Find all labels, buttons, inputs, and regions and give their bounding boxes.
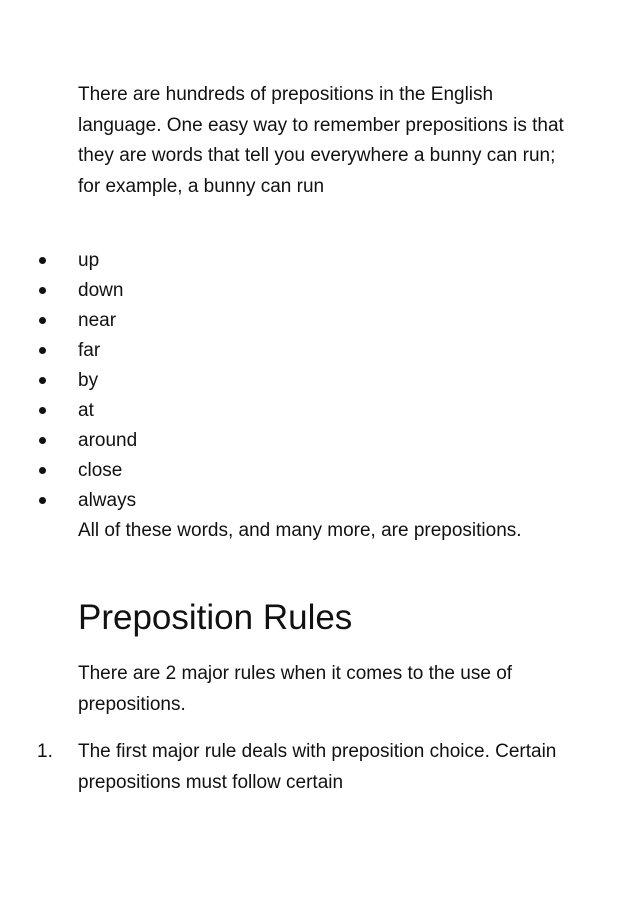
list-item-text: down — [78, 280, 124, 301]
list-item-text: around — [78, 430, 138, 451]
list-item-text: by — [78, 370, 99, 391]
list-number: 1. — [37, 741, 53, 762]
after-list-paragraph: All of these words, and many more, are prepositions. — [78, 520, 522, 541]
bullet-icon — [39, 407, 46, 414]
list-item-text: far — [78, 340, 101, 361]
rules-intro-paragraph: There are 2 major rules when it comes to the use of prepositions. — [78, 663, 513, 715]
list-item-text: at — [78, 400, 94, 421]
bullet-icon — [39, 377, 46, 384]
bullet-icon — [39, 497, 46, 504]
list-item-text: close — [78, 460, 123, 481]
section-heading: Preposition Rules — [78, 598, 353, 637]
bullet-icon — [39, 257, 46, 264]
bullet-icon — [39, 287, 46, 294]
intro-paragraph: There are hundreds of prepositions in the English language. One easy way to remember prepositions is that they are words that tell you everywhere a bunny can run; for example, a bunny can run — [78, 84, 564, 197]
list-item-text: always — [78, 490, 137, 511]
bullet-icon — [39, 347, 46, 354]
list-item-text: near — [78, 310, 117, 331]
bullet-icon — [39, 317, 46, 324]
list-item-text: up — [78, 250, 100, 271]
bullet-icon — [39, 467, 46, 474]
bullet-icon — [39, 437, 46, 444]
list-item-text: The first major rule deals with preposition choice. Certain prepositions must follow certain — [78, 741, 557, 793]
